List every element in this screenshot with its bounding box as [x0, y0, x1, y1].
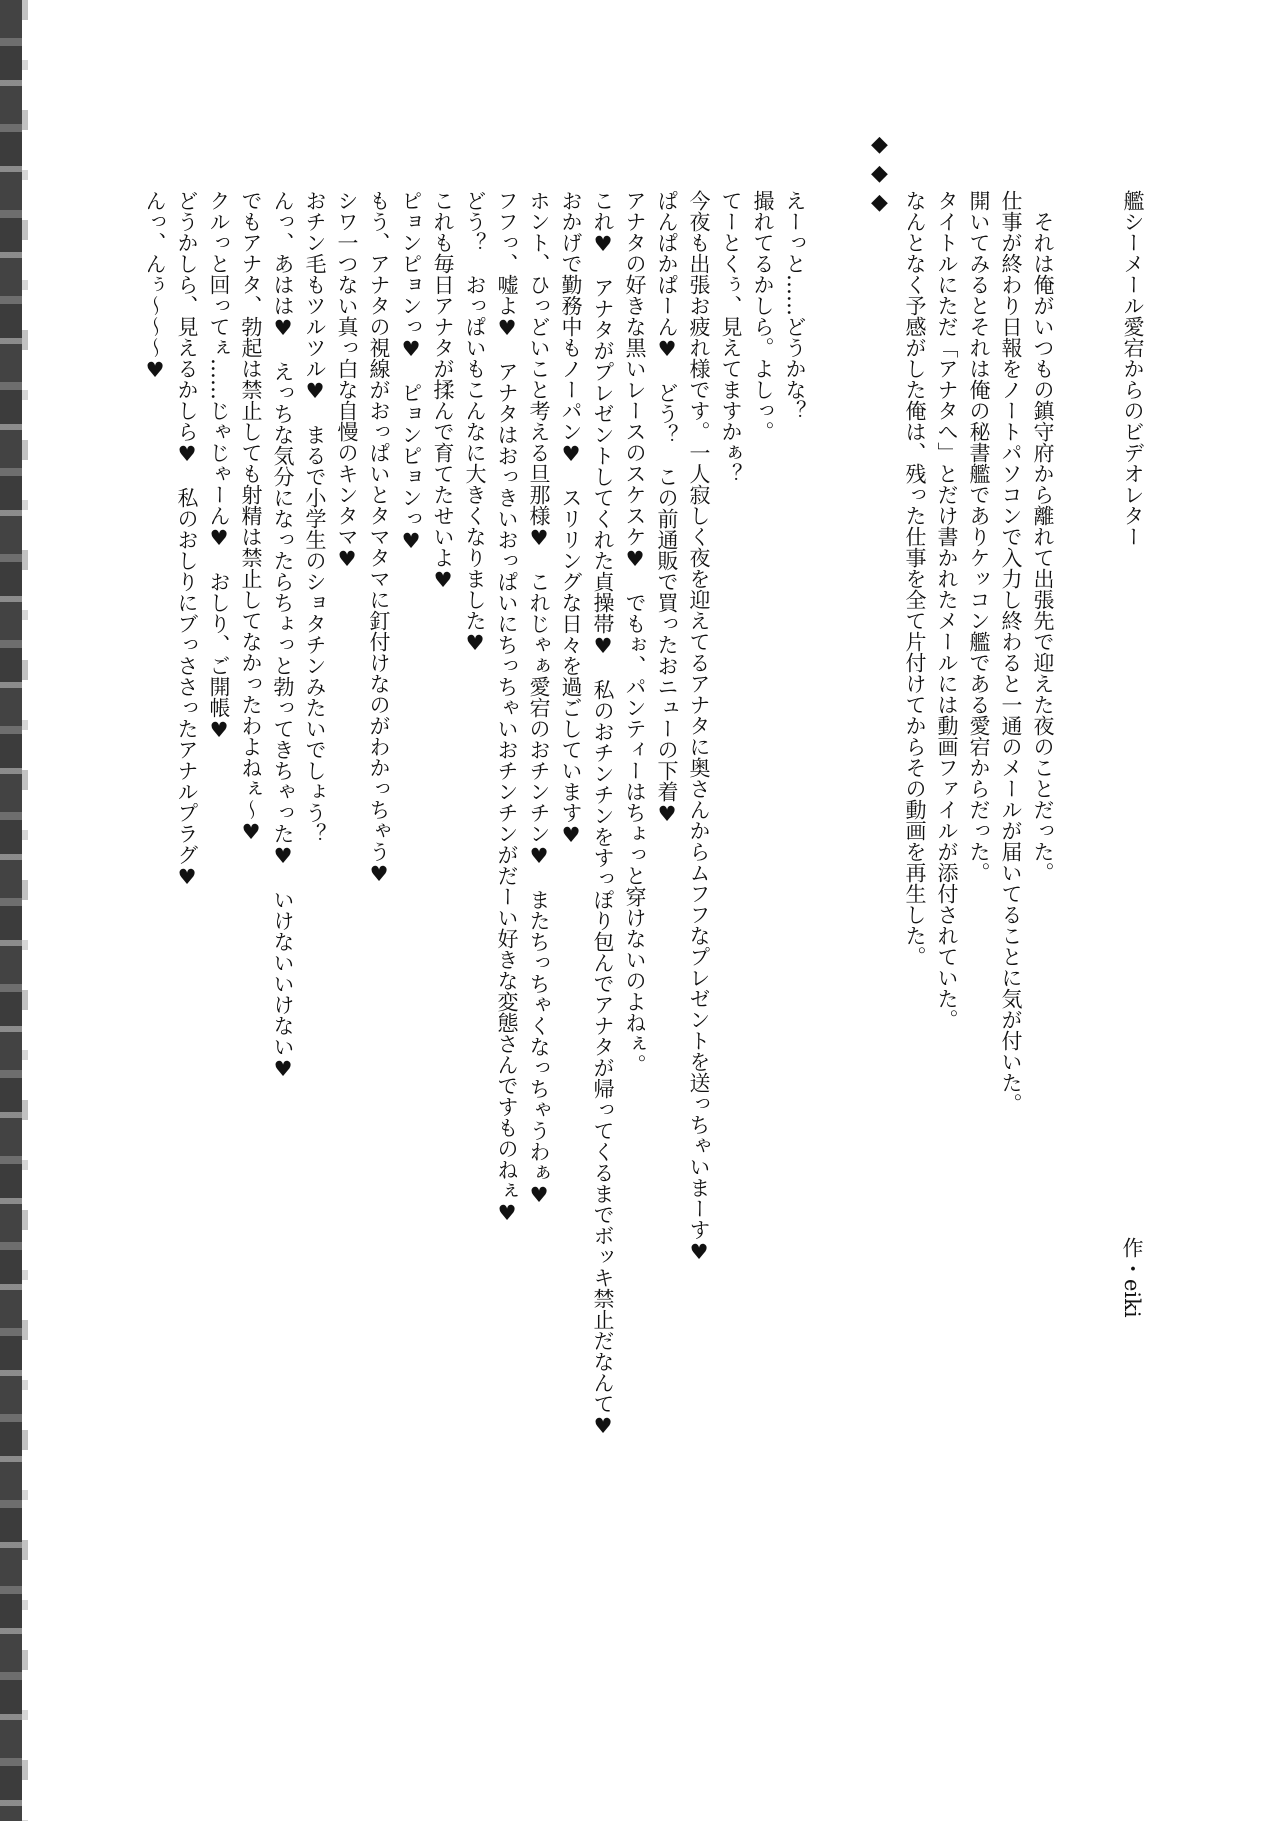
dialogue-line: これも毎日アナタが揉んで育てたせいよ♥ [431, 190, 455, 592]
dialogue-line: 撮れてるかしら。よしっ。 [751, 190, 775, 442]
dialogue-line: フフっ、嘘よ♥ アナタはおっきいおっぱいにちっちゃいおチンチンがだーい好きな変態さんですものねぇ♥ [495, 190, 519, 1225]
dialogue-line: どう？ おっぱいもこんなに大きくなりました♥ [463, 190, 487, 655]
dialogue-line: ピョンピョンっ♥ ピョンピョンっ♥ [399, 190, 423, 553]
section-separator: ◆◆◆ [867, 132, 892, 219]
dialogue-line: ホント、ひっどいこと考える旦那様♥ これじゃぁ愛宕のおチンチン♥ またちっちゃくなっちゃうわぁ♥ [527, 190, 551, 1207]
dialogue-block [139, 190, 811, 1590]
dialogue-line: クルっと回ってぇ……じゃじゃーん♥ おしり、ご開帳♥ [207, 190, 231, 742]
dialogue-line: アナタの好きな黒いレースのスケスケ♥ でもぉ、パンティーはちょっと穿けないのよねぇ。 [623, 190, 647, 1075]
dialogue-line: えーっと……どうかな？ [783, 190, 807, 421]
dialogue-line: おチン毛もツルツル♥ まるで小学生のショタチンみたいでしょう？ [303, 190, 327, 844]
scan-edge-shadow [22, 0, 28, 1821]
dialogue-line: でもアナタ、勃起は禁止しても射精は禁止してなかったわよねぇ～♥ [239, 190, 263, 844]
dialogue-line: これ♥ アナタがプレゼントしてくれた貞操帯♥ 私のおチンチンをすっぽり包んでアナタが帰ってくるまでボッキ禁止だなんて♥ [591, 190, 615, 1438]
author-credit: 作・eiki [1120, 1237, 1144, 1318]
dialogue-line: もう、アナタの視線がおっぱいとタマタマに釘付けなのがわかっちゃう♥ [367, 190, 391, 886]
story-title: 艦シーメール愛宕からのビデオレター [1121, 190, 1145, 547]
dialogue-line: んっ、あはは♥ えっちな気分になったらちょっと勃ってきちゃった♥ いけないいけない♥ [271, 190, 295, 1081]
narrative-line: それは俺がいつもの鎮守府から離れて出張先で迎えた夜のことだった。 [1031, 211, 1055, 883]
narrative-line: 開いてみるとそれは俺の秘書艦でありケッコン艦である愛宕からだった。 [967, 190, 991, 883]
dialogue-line: シワ一つない真っ白な自慢のキンタマ♥ [335, 190, 359, 571]
narrative-line: なんとなく予感がした俺は、残った仕事を全て片付けてからその動画を再生した。 [903, 190, 927, 967]
dialogue-line: どうかしら、見えるかしら♥ 私のおしりにブっささったアナルプラグ♥ [175, 190, 199, 889]
dialogue-line: 今夜も出張お疲れ様です。一人寂しく夜を迎えてるアナタに奥さんからムフフなプレゼントを送っちゃいまーす♥ [687, 190, 711, 1264]
vertical-text-body [139, 132, 1149, 1590]
narrative-block [899, 190, 1059, 1590]
dialogue-line: んっ、んぅ～～～♥ [143, 190, 167, 382]
scan-edge-border [0, 0, 22, 1821]
dialogue-line: てーとくぅ、見えてますかぁ？ [719, 190, 743, 484]
narrative-line: 仕事が終わり日報をノートパソコンで入力し終わると一通のメールが届いてることに気が付いた。 [999, 190, 1023, 1114]
narrative-line: タイトルにただ「アナタへ」とだけ書かれたメールには動画ファイルが添付されていた。 [935, 190, 959, 1030]
dialogue-line: おかげで勤務中もノーパン♥ スリリングな日々を過ごしています♥ [559, 190, 583, 847]
dialogue-line: ぱんぱかぱーん♥ どう？ この前通販で買ったおニューの下着♥ [655, 190, 679, 826]
